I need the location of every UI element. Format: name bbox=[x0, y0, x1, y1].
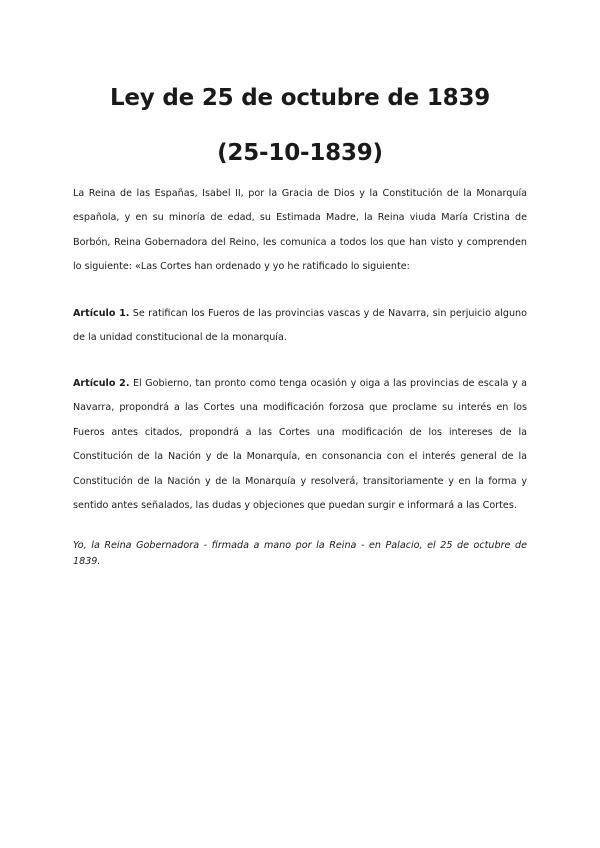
document-title: Ley de 25 de octubre de 1839 bbox=[109, 85, 491, 111]
article-1 bbox=[73, 302, 527, 351]
intro-paragraph: La Reina de las Españas, Isabel II, por la Gracia de Dios y la Constitución de la Monarquía española, y en su minoría de edad, su Estimada Madre, la Reina viuda María Cristina de Borbón, Reina Gobernadora del Reino, les comunica a todos los que han visto y comprenden lo siguiente: «Las Cortes han ordenado y yo he ratificado lo siguiente: bbox=[73, 188, 527, 273]
article-2-label: Artículo 2. bbox=[73, 378, 130, 389]
document-date: (25-10-1839) bbox=[217, 140, 383, 166]
article-2 bbox=[73, 372, 527, 518]
article-1-text: Se ratifican los Fueros de las provincias vascas y de Navarra, sin perjuicio alguno de la unidad constitucional de la monarquía. bbox=[73, 308, 527, 344]
article-1-label: Artículo 1. bbox=[73, 308, 130, 319]
article-2-text: El Gobierno, tan pronto como tenga ocasión y oiga a las provincias de escala y a Navarra, propondrá a las Cortes una modificación forzosa que proclame su interés en los Fueros antes citados, propondrá a las Cortes una modificación de los intereses de la Constitución de la Nación y de la Monarquía, en consonancia con el interés general de la Constitución de la Nación y de la Monarquía y resolverá, transitoriamente y en la forma y sentido antes señalados, las dudas y objeciones que puedan surgir e informará a las Cortes. bbox=[73, 378, 527, 512]
closing-signature: Yo, la Reina Gobernadora - firmada a mano por la Reina - en Palacio, el 25 de octubre de 1839. bbox=[73, 540, 527, 567]
